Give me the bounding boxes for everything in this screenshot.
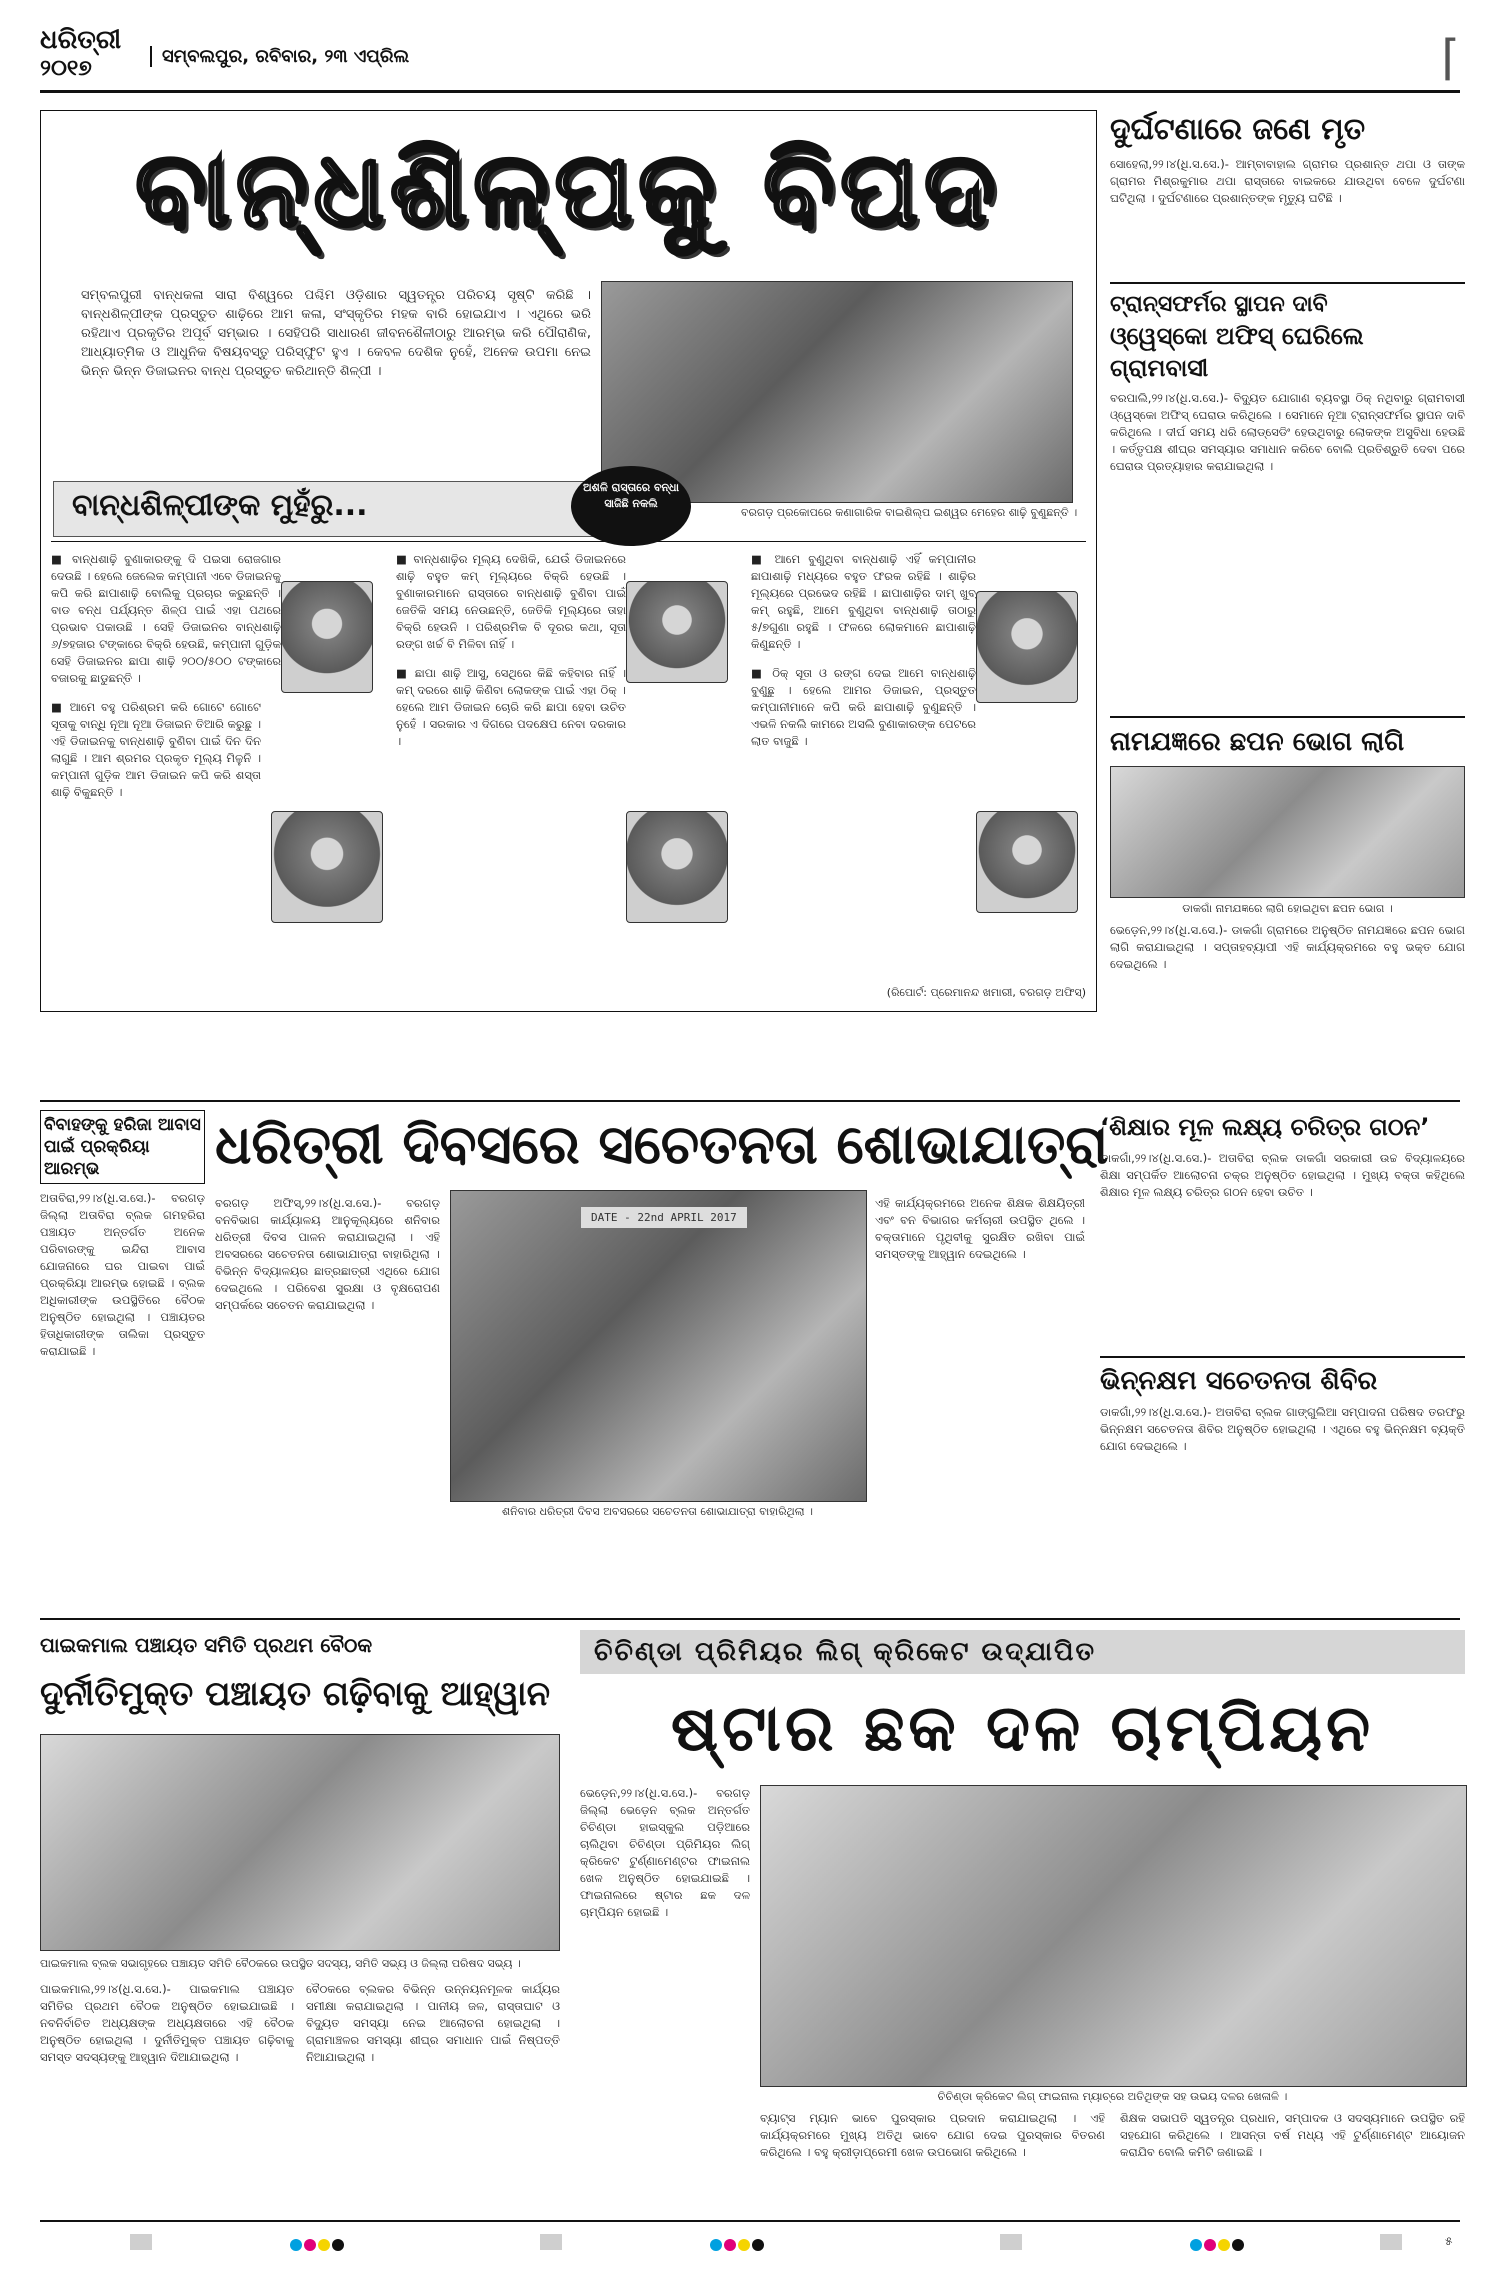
earth-day-story [215,1110,1109,1610]
section-rule [40,1618,1460,1620]
lead-story [40,110,1097,1012]
portrait-1 [281,581,373,693]
accident-body: ସୋହେଲା,୨୨।୪(ଧି.ସ.ସେ.)- ଆମ୍ବାବାହାଲ ଗ୍ରାମର ପ୍ରଶାନ୍ତ ଥପା ଓ ତାଙ୍କ ଗ୍ରାମର ମିଶ୍ରକୁମାର ଥପା ରାସ୍ତାରେ ବାଇକରେ ଯାଉଥିବା ବେଳେ ଦୁର୍ଘଟଣା ଘଟିଥିଲା । ଦୁର୍ଘଟଣାରେ ପ୍ରଶାନ୍ତଙ୍କ ମୃତ୍ୟୁ ଘଟିଛି । [1110,157,1465,205]
grey-swatch [1000,2234,1022,2250]
lead-section-banner [53,481,615,537]
disability-body: ଡାକଗାଁ,୨୨।୪(ଧି.ସ.ସେ.)- ଅତାବିରା ବ୍ଲକ ଗାଙ୍ଗୁଲିଆ ସମ୍ପାଦନା ପରିଷଦ ତରଫରୁ ଭିନ୍ନକ୍ଷମ ସଚେତନତା ଶିବିର ଅନୁଷ୍ଠିତ ହୋଇଥିଲା । ଏଥିରେ ବହୁ ଭିନ୍ନକ୍ଷମ ବ୍ୟକ୍ତି ଯୋଗ ଦେଇଥିଲେ । [1100,1405,1465,1453]
grey-swatch [1380,2234,1402,2250]
lead-col1-para2: ■ ଆମେ ବହୁ ପରିଶ୍ରମ କରି ଗୋଟେ ଗୋଟେ ସୂତାକୁ ବାନ୍ଧି ନୂଆ ନୂଆ ଡିଜାଇନ ତିଆରି କରୁଛୁ । ଏହି ଡିଜାଇନକୁ ବାନ୍ଧଶାଢ଼ି ବୁଣିବା ପାଇଁ ଦିନ ଦିନ ଲାଗୁଛି । ଆମ ଶ୍ରମର ପ୍ରକୃତ ମୂଲ୍ୟ ମିଳୁନି । କମ୍ପାନୀ ଗୁଡ଼ିକ ଆମ ଡିଜାଇନ କପି କରି ଶସ୍ତା ଶାଢ଼ି ବିକୁଛନ୍ତି । [51,700,261,799]
right-middle-column [1100,1110,1465,1610]
bhog-caption: ଡାକଗାଁ ନାମଯଜ୍ଞରେ ଲାଗି ହୋଇଥିବା ଛପନ ଭୋଗ । [1182,902,1393,915]
divider [1110,716,1465,718]
lead-badge: ଅଶଳି ରାସ୍ତାରେ ବନ୍ଧା ସାଜିଛି ନକଲି [571,466,691,546]
cricket-caption: ଚିଚିଣ୍ଡା କ୍ରିକେଟ ଲିଗ୍ ଫାଇନାଲ ମ୍ୟାଚ୍‌ରେ ଅତିଥିଙ୍କ ସହ ଉଭୟ ଦଳର ଖେଳାଳି । [937,2090,1288,2103]
cmyk-marks-icon [1190,2236,1246,2255]
cricket-headline: ଷ୍ଟାର ଛକ ଦଳ ଚାମ୍ପିୟନ [670,1692,1375,1766]
section-banner-text: ବାନ୍ଧଶିଳ୍ପୀଙ୍କ ମୁହଁରୁ... [72,488,368,523]
page-number: ୫ [1445,2234,1453,2248]
lead-col3-para1: ■ ଆମେ ବୁଣୁଥିବା ବାନ୍ଧଶାଢ଼ି ଏହିଁ କମ୍ପାନୀର ଛାପାଶାଢ଼ି ମଧ୍ୟରେ ବହୁତ ଫରକ ରହିଛି । ଶାଢ଼ିର ମୂଲ୍ୟରେ ପ୍ରଭେଦ ରହିଛି । ଛାପାଶାଢ଼ିର ଦାମ୍ ଖୁବ୍ କମ୍ ରହୁଛି, ଆମେ ବୁଣୁଥିବା ବାନ୍ଧଶାଢ଼ି ତାଠାରୁ ୫/୭ଗୁଣା ରହୁଛି । ଫଳରେ ଲୋକମାନେ ଛାପାଶାଢ଼ି କିଣୁଛନ୍ତି । [751,552,976,651]
lead-rule [51,541,1086,542]
newspaper-logo [40,26,121,82]
earth-day-body-a: ବରଗଡ଼ ଅଫିସ୍,୨୨।୪(ଧି.ସ.ସେ.)- ବରଗଡ଼ ବନବିଭାଗ କାର୍ଯ୍ୟାଳୟ ଆନୁକୂଲ୍ୟରେ ଶନିବାର ଧରିତ୍ରୀ ଦିବସ ପାଳନ କରାଯାଇଥିଲା । ଏହି ଅବସରରେ ସଚେତନତା ଶୋଭାଯାତ୍ରା ବାହାରିଥିଲା । ବିଭିନ୍ନ ବିଦ୍ୟାଳୟର ଛାତ୍ରଛାତ୍ରୀ ଏଥିରେ ଯୋଗ ଦେଇଥିଲେ । ପରିବେଶ ସୁରକ୍ଷା ଓ ବୃକ୍ଷରୋପଣ ସମ୍ପର୍କରେ ସଚେତନ କରାଯାଇଥିଲା । [215,1196,440,1312]
lead-col2-para1: ■ ବାନ୍ଧଶାଢ଼ିର ମୂଲ୍ୟ ଦେଖିକି, ଯେଉଁ ଡିଜାଇନରେ ଶାଢ଼ି ବହୁତ କମ୍ ମୂଲ୍ୟରେ ବିକ୍ରି ହେଉଛି । ବୁଣାକାରମାନେ ରାସ୍ତାରେ ବାନ୍ଧଶାଢ଼ି ବୁଣିବା ପାଇଁ ଜେତିକି ସମୟ ନେଉଛନ୍ତି, ଜେତିକି ମୂଲ୍ୟରେ ତାହା ବିକ୍ରି ହେଉନି । ପରିଶ୍ରମିକ ବି ଦୂରର କଥା, ସୂତା ରଙ୍ଗ ଖର୍ଚ୍ଚ ବି ମିଳିବା ନାହିଁ । [396,552,626,651]
masthead [40,20,1460,93]
panchayat-headline: ଦୁର୍ନୀତିମୁକ୍ତ ପଞ୍ଚାୟତ ଗଢ଼ିବାକୁ ଆହ୍ୱାନ [40,1674,551,1714]
portrait-3 [626,581,728,683]
logo-year: ୨୦୧୭ [40,55,92,81]
cricket-body-b: ବ୍ୟାଟ୍ସ ମ୍ୟାନ ଭାବେ ପୁରସ୍କାର ପ୍ରଦାନ କରାଯାଇଥିଲା । ଏହି କାର୍ଯ୍ୟକ୍ରମରେ ମୁଖ୍ୟ ଅତିଥି ଭାବେ ଯୋଗ ଦେଇ ପୁରସ୍କାର ବିତରଣ କରିଥିଲେ । ବହୁ କ୍ରୀଡ଼ାପ୍ରେମୀ ଖେଳ ଉପଭୋଗ କରିଥିଲେ । [760,2111,1105,2159]
print-registration-marks [40,2232,1460,2262]
portrait-5 [976,591,1078,703]
cricket-story [580,1630,1465,2210]
lead-byline: (ରିପୋର୍ଟ: ପ୍ରେମାନନ୍ଦ ଖମାରୀ, ବରଗଡ଼ ଅଫିସ୍) [886,986,1086,999]
cmyk-marks-icon [290,2236,346,2255]
panchayat-story [40,1630,560,2210]
panchayat-body-a: ପାଇକମାଲ,୨୨।୪(ଧି.ସ.ସେ.)- ପାଇକମାଲ ପଞ୍ଚାୟତ ସମିତିର ପ୍ରଥମ ବୈଠକ ଅନୁଷ୍ଠିତ ହୋଇଯାଇଛି । ନବନିର୍ବାଚିତ ଅଧ୍ୟକ୍ଷଙ୍କ ଅଧ୍ୟକ୍ଷତାରେ ଏହି ବୈଠକ ଅନୁଷ୍ଠିତ ହୋଇଥିଲା । ଦୁର୍ନୀତିମୁକ୍ତ ପଞ୍ଚାୟତ ଗଢ଼ିବାକୁ ସମସ୍ତ ସଦସ୍ୟଙ୍କୁ ଆହ୍ୱାନ ଦିଆଯାଇଥିଲା । [40,1982,294,2064]
awas-headline: ବିବାହଙ୍କୁ ହରିଜା ଆବାସ ପାଇଁ ପ୍ରକ୍ରିୟା ଆରମ୍ଭ [40,1110,205,1184]
education-headline: ‘ଶିକ୍ଷାର ମୂଳ ଲକ୍ଷ୍ୟ ଚରିତ୍ର ଗଠନ’ [1100,1113,1430,1141]
lead-intro: ସମ୍ବଲପୁରୀ ବାନ୍ଧକଳା ସାରା ବିଶ୍ୱରେ ପଶ୍ଚିମ ଓଡ଼ିଶାର ସ୍ୱତନ୍ତ୍ର ପରିଚୟ ସୃଷ୍ଟି କରିଛି । ବାନ୍ଧଶିଳ୍ପୀଙ୍କ ପ୍ରସ୍ତୁତ ଶାଢ଼ିରେ ଆମ କଳା, ସଂସ୍କୃତିର ମହକ ବାରି ହୋଇଯାଏ । ଏଥିରେ ଭରି ରହିଥାଏ ପ୍ରକୃତିର ଅପୂର୍ବ ସମ୍ଭାର । ସେହିପରି ସାଧାରଣ ଜୀବନଶୈଳୀଠାରୁ ଆରମ୍ଭ କରି ପୌରାଣିକ, ଆଧ୍ୟାତ୍ମିକ ଓ ଆଧୁନିକ ବିଷୟବସ୍ତୁ ପରିସ୍ଫୁଟ ହୁଏ । କେବଳ ଦେଶିକ ନୁହେଁ, ଅନେକ ଉପମା ନେଇ ଭିନ୍ନ ଭିନ୍ନ ଡିଜାଇନର ବାନ୍ଧ ପ୍ରସ୍ତୁତ କରିଥାନ୍ତି ଶିଳ୍ପୀ । [81,288,591,379]
portrait-6 [976,811,1078,913]
portrait-2 [271,811,383,923]
wesco-headline: ଓ୍ୱେସ୍କୋ ଅଫିସ୍ ଘେରିଲେ ଗ୍ରାମବାସୀ [1110,322,1364,382]
education-body: ଡାକଗାଁ,୨୨।୪(ଧି.ସ.ସେ.)- ଅତାବିରା ବ୍ଲକ ଡାକଗାଁ ସରକାରୀ ଉଚ୍ଚ ବିଦ୍ୟାଳୟରେ ଶିକ୍ଷା ସମ୍ପର୍କିତ ଆଲୋଚନା ଚକ୍ର ଅନୁଷ୍ଠିତ ହୋଇଥିଲା । ମୁଖ୍ୟ ବକ୍ତା କହିଥିଲେ ଶିକ୍ଷାର ମୂଳ ଲକ୍ଷ୍ୟ ଚରିତ୍ର ଗଠନ ହେବା ଉଚିତ । [1100,1151,1465,1199]
meeting-caption: ପାଇକମାଲ ବ୍ଲକ ସଭାଗୃହରେ ପଞ୍ଚାୟତ ସମିତି ବୈଠକରେ ଉପସ୍ଥିତ ସଦସ୍ୟ, ସମିତି ସଭ୍ୟ ଓ ଜିଲ୍ଲା ପରିଷଦ ସଭ୍ୟ । [40,1957,521,1970]
rally-caption: ଶନିବାର ଧରିତ୍ରୀ ଦିବସ ଅବସରରେ ସଚେତନତା ଶୋଭାଯାତ୍ରା ବାହାରିଥିଲା । [502,1505,813,1518]
cricket-team-photo [760,1785,1467,2087]
bhog-photo [1110,766,1465,898]
earth-day-headline: ଧରିତ୍ରୀ ଦିବସରେ ସଚେତନତା ଶୋଭାଯାତ୍ରା [215,1113,1109,1176]
portrait-4 [626,811,728,923]
awas-body: ଅତାବିରା,୨୨।୪(ଧି.ସ.ସେ.)- ବରଗଡ଼ ଜିଲ୍ଲା ଅତାବିରା ବ୍ଲକ ଗମହରିରା ପଞ୍ଚାୟତ ଅନ୍ତର୍ଗତ ଅନେକ ପରିବାରଙ୍କୁ ଇନ୍ଦିରା ଆବାସ ଯୋଜନାରେ ଘର ପାଇବା ପାଇଁ ପ୍ରକ୍ରିୟା ଆରମ୍ଭ ହୋଇଛି । ବ୍ଲକ ଅଧିକାରୀଙ୍କ ଉପସ୍ଥିତିରେ ବୈଠକ ଅନୁଷ୍ଠିତ ହୋଇଥିଲା । ପଞ୍ଚାୟତର ହିତାଧିକାରୀଙ୍କ ତାଲିକା ପ୍ରସ୍ତୁତ କରାଯାଇଛି । [40,1191,205,1358]
weaver-photo [601,281,1073,503]
divider [1110,282,1465,284]
logo-name: ଧରିତ୍ରୀ [40,25,122,55]
cricket-body-a: ଭେଡ଼େନ,୨୨।୪(ଧି.ସ.ସେ.)- ବରଗଡ଼ ଜିଲ୍ଲା ଭେଡ଼େନ ବ୍ଲକ ଅନ୍ତର୍ଗତ ଚିଚିଣ୍ଡା ହାଇସ୍କୁଲ ପଡ଼ିଆରେ ଚାଲିଥିବା ଚିଚିଣ୍ଡା ପ୍ରିମିୟର ଲିଗ୍ କ୍ରିକେଟ ଟୁର୍ଣ୍ଣାମେଣ୍ଟର ଫାଇନାଲ ଖେଳ ଅନୁଷ୍ଠିତ ହୋଇଯାଇଛି । ଫାଇନାଲରେ ଷ୍ଟାର ଛକ ଦଳ ଚାମ୍ପିୟନ ହୋଇଛି । [580,1786,750,1919]
cricket-kicker: ଚିଚିଣ୍ଡା ପ୍ରିମିୟର ଲିଗ୍ କ୍ରିକେଟ ଉଦ୍‌ଯାପିତ [580,1630,1465,1674]
wesco-body: ବରପାଲି,୨୨।୪(ଧି.ସ.ସେ.)- ବିଦ୍ୟୁତ ଯୋଗାଣ ବ୍ୟବସ୍ଥା ଠିକ୍ ନଥିବାରୁ ଗ୍ରାମବାସୀ ଓ୍ୱେସ୍କୋ ଅଫିସ୍ ଘେରାଉ କରିଥିଲେ । ସେମାନେ ନୂଆ ଟ୍ରାନ୍ସଫର୍ମର ସ୍ଥାପନ ଦାବି କରିଥିଲେ । ଦୀର୍ଘ ସମୟ ଧରି ଲୋଡ୍‌ସେଡିଂ ହେଉଥିବାରୁ ଲୋକଙ୍କ ଅସୁବିଧା ହେଉଛି । କର୍ତ୍ତୃପକ୍ଷ ଶୀଘ୍ର ସମସ୍ୟାର ସମାଧାନ କରିବେ ବୋଲି ପ୍ରତିଶ୍ରୁତି ଦେବା ପରେ ଘେରାଉ ପ୍ରତ୍ୟାହାର କରାଯାଇଥିଲା । [1110,391,1465,473]
transformer-kicker: ଟ୍ରାନ୍ସଫର୍ମର ସ୍ଥାପନ ଦାବି [1110,292,1328,317]
section-rule [40,1100,1460,1102]
meeting-photo [40,1734,560,1951]
grey-swatch [130,2234,152,2250]
dateline: ସମ୍ବଲପୁର, ରବିବାର, ୨୩ ଏପ୍ରିଲ [150,46,409,67]
footer-rule [40,2220,1460,2222]
chappan-bhog-headline: ନାମଯଜ୍ଞରେ ଛପନ ଭୋଗ ଲାଗି [1110,727,1405,757]
lead-col2-para2: ■ ଛାପା ଶାଢ଼ି ଆସୁ, ସେଥିରେ କିଛି କହିବାର ନାହିଁ । କମ୍ ଦରରେ ଶାଢ଼ି କିଣିବା ଲୋକଙ୍କ ପାଇଁ ଏହା ଠିକ୍ । ହେଲେ ଆମ ଡିଜାଇନ ଚୋରି କରି ଛାପା ହେବା ଉଚିତ ନୁହେଁ । ସରକାର ଏ ଦିଗରେ ପଦକ୍ଷେପ ନେବା ଦରକାର । [396,666,626,748]
page-corner-mark-icon: ⌈ [1441,30,1460,86]
right-top-column [1110,110,1465,1100]
earth-day-body-b: ଏହି କାର୍ଯ୍ୟକ୍ରମରେ ଅନେକ ଶିକ୍ଷକ ଶିକ୍ଷୟିତ୍ରୀ ଏବଂ ବନ ବିଭାଗର କର୍ମଚାରୀ ଉପସ୍ଥିତ ଥିଲେ । ବକ୍ତାମାନେ ପୃଥିବୀକୁ ସୁରକ୍ଷିତ ରଖିବା ପାଇଁ ସମସ୍ତଙ୍କୁ ଆହ୍ୱାନ ଦେଇଥିଲେ । [875,1196,1085,1261]
lead-col3-para2: ■ ଠିକ୍ ସୂତା ଓ ରଙ୍ଗ ଦେଇ ଆମେ ବାନ୍ଧଶାଢ଼ି ବୁଣୁଛୁ । ହେଲେ ଆମର ଡିଜାଇନ, ପ୍ରସ୍ତୁତ କମ୍ପାନୀମାନେ କପି କରି ଛାପାଶାଢ଼ି ବୁଣୁଛନ୍ତି । ଏଭଳି ନକଲି କାମରେ ଅସଲି ବୁଣାକାରଙ୍କ ପେଟରେ ଲାତ ବାଜୁଛି । [751,666,976,748]
lead-col1-para1: ■ ବାନ୍ଧଶାଢ଼ି ବୁଣାକାରଙ୍କୁ ଦି ପଇସା ରୋଜଗାର ଦେଉଛି । ହେଲେ ଜେଲେକ କମ୍ପାନୀ ଏବେ ଡିଜାଇନକୁ କପି କରି ଛାପାଶାଢ଼ି ବୋଲିକୁ ପ୍ରଚାର କରୁଛନ୍ତି । ବାଡ ବନ୍ଧ ପର୍ଯ୍ୟନ୍ତ ଶିଳ୍ପ ପାଇଁ ଏହା ପଥରେ ପ୍ରଭାବ ପକାଉଛି । ସେହି ଡିଜାଇନର ବାନ୍ଧଶାଢ଼ି ୬/୭ହଜାର ଟଙ୍କାରେ ବିକ୍ରି ହେଉଛି, କମ୍ପାନୀ ଗୁଡ଼ିକ ସେହି ଡିଜାଇନର ଛାପା ଶାଢ଼ି ୨୦୦/୫୦୦ ଟଙ୍କାରେ ବଜାରକୁ ଛାଡୁଛନ୍ତି । [51,552,281,685]
awas-story [40,1110,205,1610]
disability-headline: ଭିନ୍ନକ୍ଷମ ସଚେତନତା ଶିବିର [1100,1366,1378,1396]
lead-headline: ବାନ୍ଧଶିଳ୍ପକୁ ବିପଦ [135,128,1002,250]
cmyk-marks-icon [710,2236,766,2255]
panchayat-body-b: ବୈଠକରେ ବ୍ଲକର ବିଭିନ୍ନ ଉନ୍ନୟନମୂଳକ କାର୍ଯ୍ୟର ସମୀକ୍ଷା କରାଯାଇଥିଲା । ପାନୀୟ ଜଳ, ରାସ୍ତାଘାଟ ଓ ବିଦ୍ୟୁତ ସମସ୍ୟା ନେଇ ଆଲୋଚନା ହୋଇଥିଲା । ଗ୍ରାମାଞ୍ଚଳର ସମସ୍ୟା ଶୀଘ୍ର ସମାଧାନ ପାଇଁ ନିଷ୍ପତ୍ତି ନିଆଯାଇଥିଲା । [306,1982,560,2064]
grey-swatch [540,2234,562,2250]
rally-photo [450,1190,867,1502]
lead-photo-caption: ବରଗଡ଼ ପ୍ରକୋପରେ କଣାଗାରିକ ବାଇଶିଲ୍ପ ଇଶ୍ୱର ମେହେର ଶାଢ଼ି ବୁଣୁଛନ୍ତି । [741,506,1078,519]
rally-banner: DATE - 22nd APRIL 2017 [581,1207,747,1228]
accident-headline: ଦୁର୍ଘଟଣାରେ ଜଣେ ମୃତ [1110,112,1366,147]
panchayat-kicker: ପାଇକମାଲ ପଞ୍ଚାୟତ ସମିତି ପ୍ରଥମ ବୈଠକ [40,1633,373,1657]
bhog-body: ଭେଡ଼େନ,୨୨।୪(ଧି.ସ.ସେ.)- ଡାକଗାଁ ଗ୍ରାମରେ ଅନୁଷ୍ଠିତ ନାମଯଜ୍ଞରେ ଛପନ ଭୋଗ ଲାଗି କରାଯାଇଥିଲା । ସପ୍ତାହବ୍ୟାପୀ ଏହି କାର୍ଯ୍ୟକ୍ରମରେ ବହୁ ଭକ୍ତ ଯୋଗ ଦେଇଥିଲେ । [1110,923,1465,971]
divider [1100,1356,1465,1358]
cricket-body-c: ଶିକ୍ଷକ ସଭାପତି ସ୍ୱତନ୍ତ୍ର ପ୍ରଧାନ, ସମ୍ପାଦକ ଓ ସଦସ୍ୟମାନେ ଉପସ୍ଥିତ ରହି ସହଯୋଗ କରିଥିଲେ । ଆସନ୍ତା ବର୍ଷ ମଧ୍ୟ ଏହି ଟୁର୍ଣ୍ଣାମେଣ୍ଟ ଆୟୋଜନ କରାଯିବ ବୋଲି କମିଟି ଜଣାଇଛି । [1120,2111,1465,2159]
